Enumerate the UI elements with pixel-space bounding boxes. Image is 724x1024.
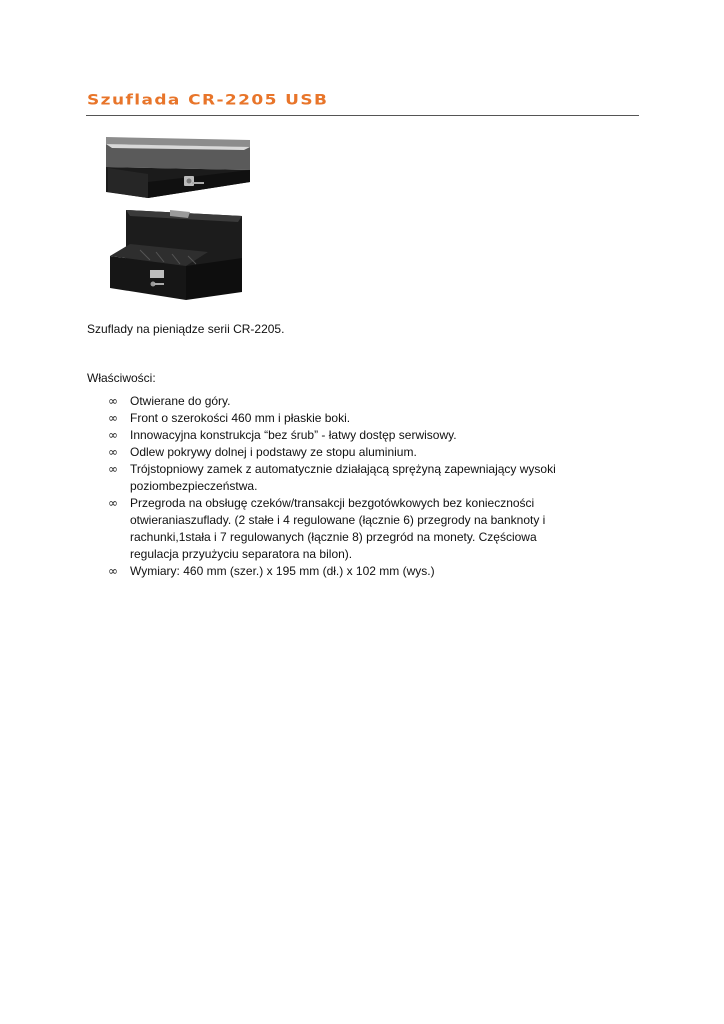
document-title: Szuflada CR-2205 USB [87, 92, 329, 109]
infinity-bullet-icon: ∞ [108, 564, 118, 578]
feature-text: Innowacyjna konstrukcja “bez śrub” - łatwy dostęp serwisowy. [130, 428, 457, 442]
list-item [108, 427, 578, 444]
closed-drawer-image [106, 137, 250, 198]
list-item [108, 444, 578, 461]
infinity-bullet-icon: ∞ [108, 445, 118, 459]
list-item [108, 393, 578, 410]
feature-text: Odlew pokrywy dolnej i podstawy ze stopu aluminium. [130, 445, 417, 459]
intro-text: Szuflady na pieniądze serii CR-2205. [87, 322, 285, 336]
list-item [108, 495, 578, 563]
feature-text: Front o szerokości 460 mm i płaskie boki. [130, 411, 351, 425]
infinity-bullet-icon: ∞ [108, 394, 118, 408]
list-item [108, 563, 578, 580]
open-drawer-image [110, 210, 242, 300]
title-underline [86, 115, 639, 116]
feature-text: Otwierane do góry. [130, 394, 231, 408]
feature-text: Trójstopniowy zamek z automatycznie działającą sprężyną zapewniający wysoki poziombezpieczeństwa. [130, 462, 556, 493]
features-list [108, 393, 578, 580]
feature-text: Przegroda na obsługę czeków/transakcji bezgotówkowych bez konieczności otwieraniaszuflady. (2 stałe i 4 regulowane (łącznie 6) przegrody na banknoty i rachunki,1stała i 7 regulowanych (łącznie 8) przegród na monety. Częściowa regulacja przyużyciu separatora na bilon). [130, 496, 546, 561]
infinity-bullet-icon: ∞ [108, 428, 118, 442]
infinity-bullet-icon: ∞ [108, 462, 118, 476]
infinity-bullet-icon: ∞ [108, 496, 118, 510]
product-photo [100, 132, 256, 314]
list-item [108, 461, 578, 495]
list-item [108, 410, 578, 427]
feature-text: Wymiary: 460 mm (szer.) x 195 mm (dł.) x 102 mm (wys.) [130, 564, 435, 578]
features-heading: Właściwości: [87, 371, 156, 385]
infinity-bullet-icon: ∞ [108, 411, 118, 425]
